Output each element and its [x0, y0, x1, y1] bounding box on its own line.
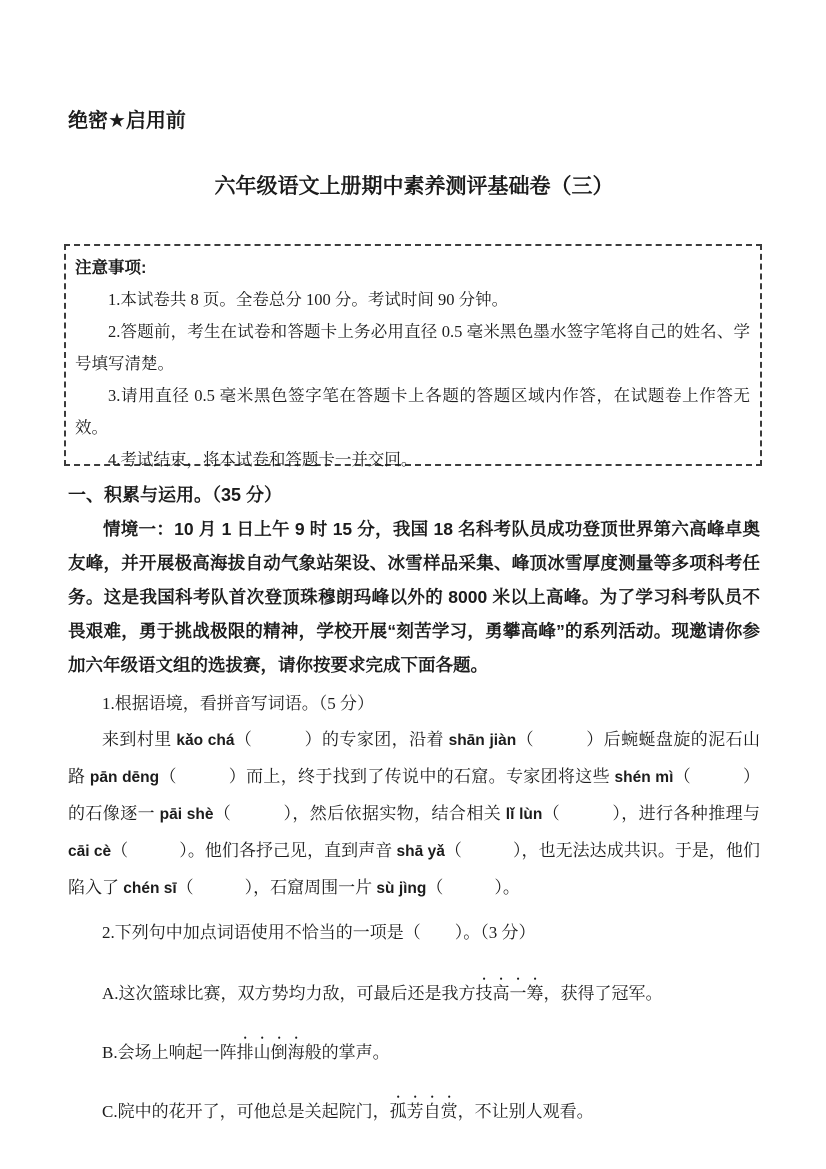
notice-item-2: 2.答题前，考生在试卷和答题卡上务必用直径 0.5 毫米黑色墨水签字笔将自己的姓名、学号填写清楚。	[75, 322, 750, 373]
q1-pinyin-segment: lǐ lùn	[505, 806, 543, 823]
q1-text-segment: （ ）的石像逐一	[68, 767, 761, 823]
q1-pinyin-segment: shén mì	[614, 769, 674, 786]
q1-text-segment: （ ），进行各种推理与	[542, 804, 760, 823]
q1-pinyin-segment: pān dēng	[89, 769, 160, 786]
classification-label: 绝密★启用前	[68, 110, 186, 132]
option-b-pre: B.会场上响起一阵	[102, 1043, 237, 1062]
notice-item-3: 3.请用直径 0.5 毫米黑色签字笔在答题卡上各题的答题区域内作答，在试题卷上作答无效。	[75, 386, 750, 437]
q1-text-segment: （ ）而上，终于找到了传说中的石窟。专家团将这些	[159, 767, 615, 786]
option-c-pre: C.院中的花开了，可他总是关起院门，	[102, 1102, 390, 1121]
notice-heading: 注意事项:	[75, 259, 147, 277]
q1-text-segment: （ ），然后依据实物，结合相关	[213, 804, 506, 823]
option-c-post: ，不让别人观看。	[457, 1102, 594, 1121]
question-1-stem: 1.根据语境，看拼音写词语。（5 分）	[102, 694, 374, 713]
notice-box	[64, 244, 762, 469]
question-2-stem: 2.下列句中加点词语使用不恰当的一项是（ ）。（3 分）	[102, 923, 536, 942]
option-a-emphasized-word: 技高一筹	[475, 984, 544, 1003]
q1-text-segment: （ ）。他们各抒己见，直到声音	[111, 841, 397, 860]
question-1-passage	[68, 722, 760, 907]
q1-text-segment: 来到村里	[102, 730, 177, 749]
paper-title: 六年级语文上册期中素养测评基础卷（三）	[214, 175, 614, 198]
q1-pinyin-segment: shān jiàn	[448, 732, 517, 749]
question-2-option-a	[68, 974, 760, 1010]
option-c-emphasized-word: 孤芳自赏	[389, 1102, 458, 1121]
q1-pinyin-segment: chén sī	[123, 880, 177, 897]
option-a-pre: A.这次篮球比赛，双方势均力敌，可最后还是我方	[102, 984, 476, 1003]
scenario-paragraph: 情境一：10 月 1 日上午 9 时 15 分，我国 18 名科考队员成功登顶世界第六高峰卓奥友峰，并开展极高海拔自动气象站架设、冰雪样品采集、峰顶冰雪厚度测量等多项科考任务。这是我国科考队首次登顶珠穆朗玛峰以外的 8000 米以上高峰。为了学习科考队员不畏艰难，勇于挑战极限的精神，学校开展“刻苦学习，勇攀高峰”的系列活动。现邀请你参加六年级语文组的选拔赛，请你按要求完成下面各题。	[68, 519, 760, 675]
option-a-post: ，获得了冠军。	[543, 984, 663, 1003]
q1-pinyin-segment: shā yǎ	[396, 843, 445, 860]
question-2-option-c	[68, 1092, 760, 1128]
option-b-emphasized-word: 排山倒海	[236, 1043, 305, 1062]
q1-text-segment: （ ）后蜿蜒盘旋的泥石山路	[68, 730, 761, 786]
q1-text-segment: （ ），石窟周围一片	[176, 878, 377, 897]
q1-text-segment: （ ）。	[426, 878, 520, 897]
question-2-option-b	[68, 1033, 760, 1069]
section-one-heading: 一、积累与运用。（35 分）	[68, 485, 283, 505]
q1-pinyin-segment: cāi cè	[68, 843, 112, 860]
q1-pinyin-segment: sù jìng	[376, 880, 427, 897]
option-b-post: 般的掌声。	[304, 1043, 390, 1062]
q1-pinyin-segment: kǎo chá	[176, 732, 235, 749]
notice-item-4: 4.考试结束，将本试卷和答题卡一并交回。	[108, 450, 418, 469]
q1-pinyin-segment: pāi shè	[159, 806, 214, 823]
notice-item-1: 1.本试卷共 8 页。全卷总分 100 分。考试时间 90 分钟。	[108, 290, 509, 309]
q1-text-segment: （ ），也无法达成共识。于是，他们陷入了	[68, 841, 760, 897]
q1-text-segment: （ ）的专家团，沿着	[234, 730, 449, 749]
